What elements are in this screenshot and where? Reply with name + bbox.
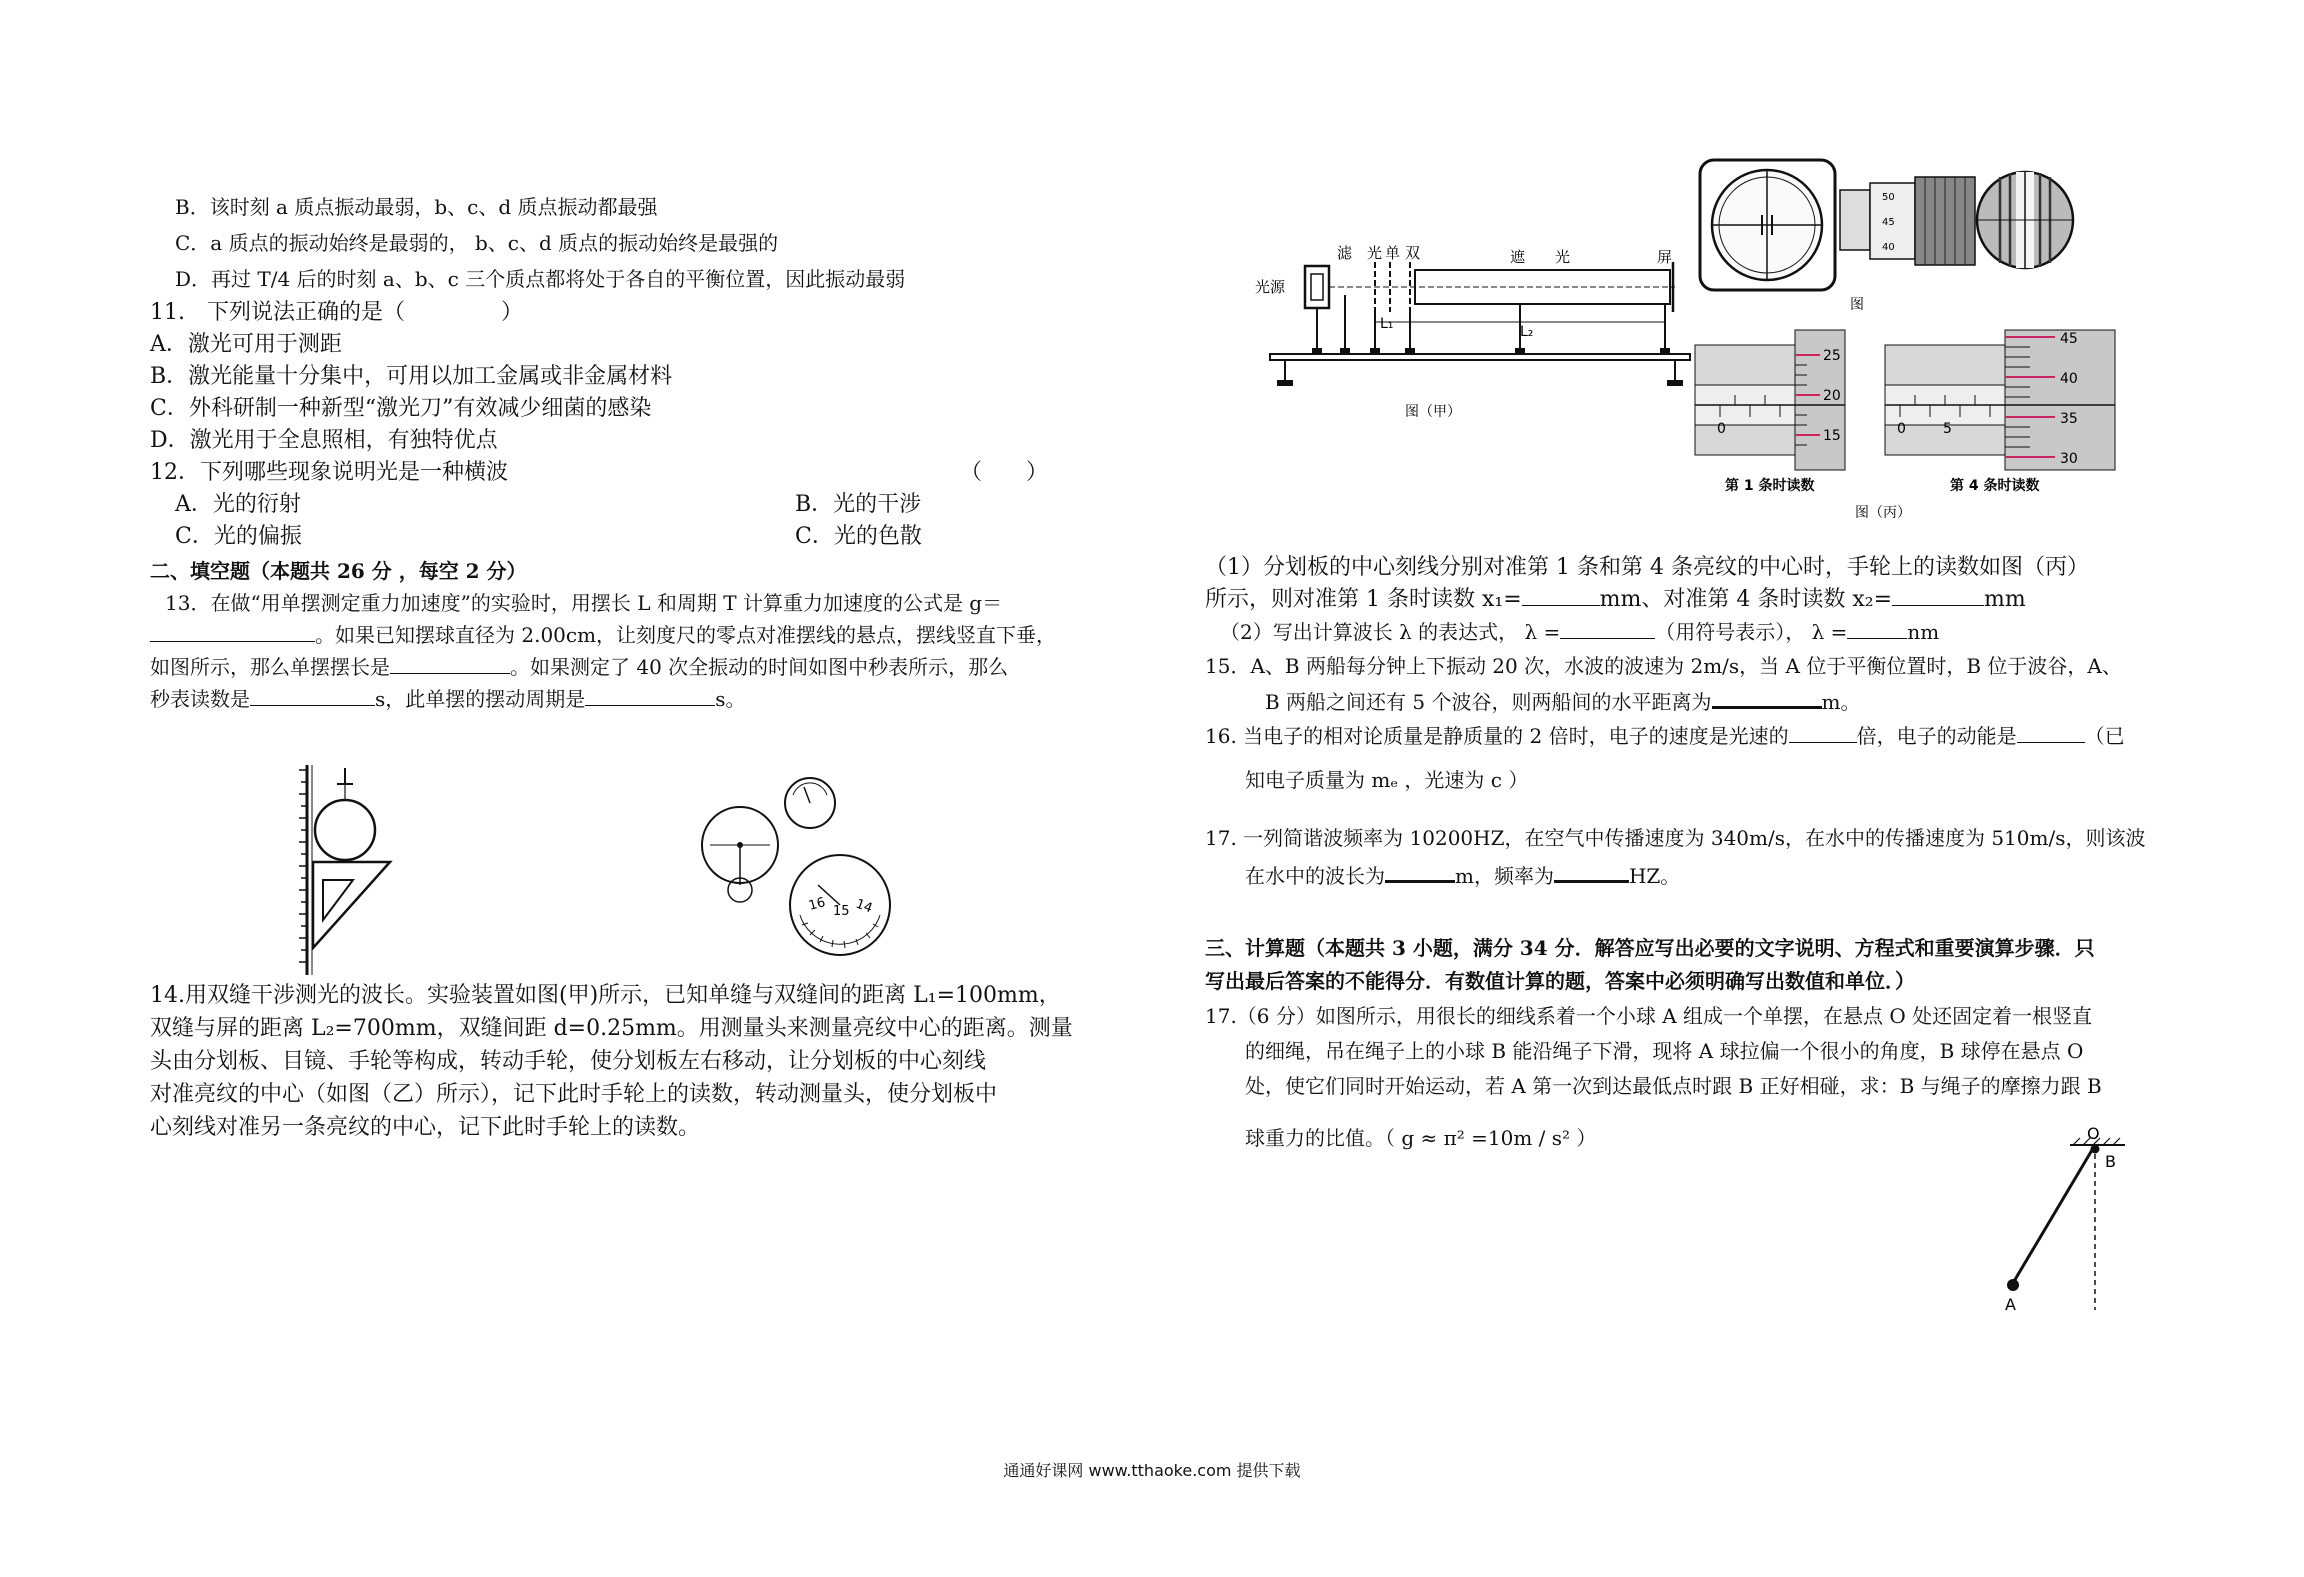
q12-option-c2: C．光的色散 <box>795 524 922 549</box>
reading4-caption: 第 4 条时读数 <box>1950 478 2040 494</box>
stopwatch-figure <box>700 775 910 975</box>
label-single-slit: 单 <box>1385 244 1401 262</box>
micrometer-tick-45: 45 <box>1882 217 1895 228</box>
q11-option-c: C．外科研制一种新型“激光刀”有效减少细菌的感染 <box>150 396 652 421</box>
q16-blank-energy[interactable] <box>2017 724 2085 743</box>
figure-jia-caption: 图（甲） <box>1405 404 1461 420</box>
pendulum-label-o: O <box>2087 1124 2100 1143</box>
q10-option-d: D．再过 T/4 后的时刻 a、b、c 三个质点都将处于各自的平衡位置，因此振动最弱 <box>175 267 906 291</box>
q13-line-2: 。如果已知摆球直径为 2.00cm，让刻度尺的零点对准摆线的悬点，摆线竖直下垂， <box>150 622 1056 648</box>
q14-blank-x2[interactable] <box>1892 587 1984 606</box>
q14-line-3: 头由分划板、目镜、手轮等构成，转动手轮，使分划板左右移动，让分划板的中心刻线 <box>150 1049 987 1074</box>
q17a-line-2: 在水中的波长为 m，频率为 HZ。 <box>1245 864 1681 888</box>
label-l1: L₁ <box>1380 316 1394 332</box>
q17b-line-3: 处，使它们同时开始运动，若 A 第一次到达最低点时跟 B 正好相碰，求：B 与绳子的摩擦力跟 B <box>1245 1074 2102 1098</box>
pendulum-figure <box>1995 1125 2135 1315</box>
q11-option-b: B．激光能量十分集中，可用以加工金属或非金属材料 <box>150 364 673 389</box>
figure-jia-apparatus <box>1255 240 1695 420</box>
q13-line-4: 秒表读数是 s，此单摆的摆动周期是 s。 <box>150 687 746 711</box>
reading1-scale-20: 20 <box>1823 388 1841 404</box>
q14-part1-line-2: 所示，则对准第 1 条时读数 x₁= mm、对准第 4 条时读数 x₂= mm <box>1205 587 2026 612</box>
section-3-line-2: 写出最后答案的不能得分．有数值计算的题，答案中必须明确写出数值和单位．） <box>1205 969 1915 993</box>
figure-yi-eyepiece <box>1700 155 2080 315</box>
q14-blank-lambda-value[interactable] <box>1847 620 1907 639</box>
page-footer: 通通好课网 www.tthaoke.com 提供下载 <box>1003 1461 1301 1480</box>
q14-line-1: 14.用双缝干涉测光的波长。实验装置如图(甲)所示，已知单缝与双缝间的距离 L₁=100mm， <box>150 983 1061 1008</box>
q17a-blank-frequency[interactable] <box>1554 862 1629 883</box>
q16-line-1: 16. 当电子的相对论质量是静质量的 2 倍时，电子的速度是光速的 倍，电子的动能是 （已 <box>1205 724 2125 748</box>
stopwatch-label-14: 14 <box>853 896 875 917</box>
q15-line-1: 15．A、B 两船每分钟上下振动 20 次，水波的波速为 2m/s，当 A 位于平衡位置时，B 位于波谷，A、 <box>1205 654 2122 678</box>
q17b-line-1: 17.（6 分）如图所示，用很长的细线系着一个小球 A 组成一个单摆，在悬点 O 处还固定着一根竖直 <box>1205 1004 2093 1028</box>
q14-part2: （2）写出计算波长 λ 的表达式， λ = （用符号表示）， λ = nm <box>1220 620 1940 644</box>
q14-part1-line-1: （1）分划板的中心刻线分别对准第 1 条和第 4 条亮纹的中心时，手轮上的读数如图（丙） <box>1205 555 2089 580</box>
section-2-title: 二、填空题（本题共 26 分 ，每空 2 分） <box>150 559 527 583</box>
stopwatch-label-15: 15 <box>833 904 850 919</box>
q11-option-a: A．激光可用于测距 <box>150 332 342 357</box>
q13-blank-formula[interactable] <box>150 623 315 642</box>
q12-option-b: B．光的干涉 <box>795 492 922 517</box>
reading4-scale-40: 40 <box>2060 371 2078 387</box>
q14-line-2: 双缝与屏的距离 L₂=700mm，双缝间距 d=0.25mm。用测量头来测量亮纹中心的距离。测量 <box>150 1016 1073 1041</box>
q17b-line-4: 球重力的比值。（ g ≈ π² =10m / s² ） <box>1245 1126 1597 1150</box>
reading4-scale-35: 35 <box>2060 411 2078 427</box>
reading1-scale-25: 25 <box>1823 348 1841 364</box>
q12-answer-paren: （ ） <box>960 460 1049 485</box>
q13-line-3: 如图所示，那么单摆摆长是 。如果测定了 40 次全振动的时间如图中秒表所示，那么 <box>150 655 1009 679</box>
q15-line-2: B 两船之间还有 5 个波谷，则两船间的水平距离为 m。 <box>1265 690 1861 714</box>
q17a-line-1: 17. 一列简谐波频率为 10200HZ，在空气中传播速度为 340m/s，在水中的传播速度为 510m/s，则该波 <box>1205 826 2146 850</box>
label-light-source: 光源 <box>1255 278 1286 296</box>
reading1-scale-15: 15 <box>1823 428 1841 444</box>
q17b-line-2: 的细绳，吊在绳子上的小球 B 能沿绳子下滑，现将 A 球拉偏一个很小的角度，B 球停在悬点 O <box>1245 1039 2084 1063</box>
figure-yi-caption: 图 <box>1850 297 1864 313</box>
label-screen: 屏 <box>1657 248 1673 266</box>
label-guang: 光 <box>1367 244 1383 262</box>
pendulum-label-b: B <box>2105 1152 2116 1171</box>
stopwatch-label-16: 16 <box>807 895 828 914</box>
q13-blank-length[interactable] <box>390 655 510 674</box>
q10-option-b: B．该时刻 a 质点振动最弱，b、c、d 质点振动都最强 <box>175 195 658 219</box>
section-3-line-1: 三、计算题（本题共 3 小题，满分 34 分．解答应写出必要的文字说明、方程式和重要演算步骤．只 <box>1205 936 2095 960</box>
q13-blank-reading[interactable] <box>250 687 375 706</box>
ruler-pendulum-figure <box>295 760 425 980</box>
reading4-scale-45: 45 <box>2060 331 2078 347</box>
q14-blank-x1[interactable] <box>1522 587 1600 606</box>
label-shade: 遮 光 <box>1510 248 1571 266</box>
reading4-main-5: 5 <box>1943 421 1952 437</box>
q11-option-d: D．激光用于全息照相，有独特优点 <box>150 428 498 453</box>
reading1-main-0: 0 <box>1717 421 1726 437</box>
figure-bing-readings <box>1695 325 2135 525</box>
label-l2: L₂ <box>1520 324 1534 340</box>
q16-blank-speed[interactable] <box>1789 724 1857 743</box>
q17a-blank-wavelength[interactable] <box>1385 862 1455 883</box>
figure-bing-caption: 图（丙） <box>1855 505 1911 521</box>
q13-line-1: 13．在做“用单摆测定重力加速度”的实验时，用摆长 L 和周期 T 计算重力加速度的公式是 g＝ <box>165 591 1003 615</box>
q11-stem: 11. 下列说法正确的是（ ） <box>150 300 524 325</box>
reading4-scale-30: 30 <box>2060 451 2078 467</box>
micrometer-tick-50: 50 <box>1882 192 1895 203</box>
q12-option-c1: C．光的偏振 <box>175 524 302 549</box>
label-filter: 滤 <box>1337 244 1353 262</box>
q14-line-5: 心刻线对准另一条亮纹的中心，记下此时手轮上的读数。 <box>150 1115 701 1140</box>
q14-line-4: 对准亮纹的中心（如图（乙）所示），记下此时手轮上的读数，转动测量头，使分划板中 <box>150 1082 998 1107</box>
label-double-slit: 双 <box>1405 244 1421 262</box>
q10-option-c: C．a 质点的振动始终是最弱的， b、c、d 质点的振动始终是最强的 <box>175 231 779 255</box>
reading4-main-0: 0 <box>1897 421 1906 437</box>
q16-line-2: 知电子质量为 mₑ ，光速为 c ） <box>1245 768 1529 792</box>
q13-blank-period[interactable] <box>585 687 715 706</box>
micrometer-tick-40: 40 <box>1882 242 1895 253</box>
q14-blank-lambda-expr[interactable] <box>1560 620 1655 639</box>
pendulum-label-a: A <box>2005 1295 2016 1314</box>
q12-option-a: A．光的衍射 <box>175 492 301 517</box>
q12-stem: 12．下列哪些现象说明光是一种横波 <box>150 460 508 485</box>
reading1-caption: 第 1 条时读数 <box>1725 478 1815 494</box>
q15-blank-distance[interactable] <box>1712 688 1822 709</box>
